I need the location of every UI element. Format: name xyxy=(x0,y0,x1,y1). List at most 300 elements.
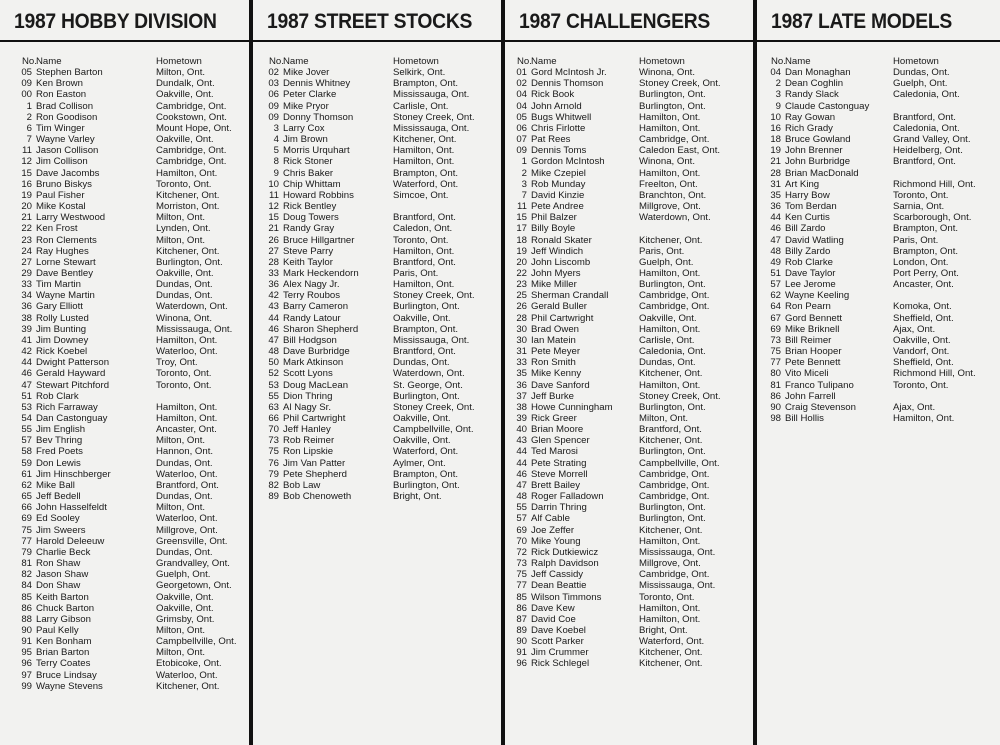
car-number: 24 xyxy=(21,245,32,257)
driver-hometown: Sarnia, Ont. xyxy=(893,201,945,213)
table-row xyxy=(505,480,753,491)
driver-hometown: Winona, Ont. xyxy=(639,156,695,168)
driver-hometown: Stoney Creek, Ont. xyxy=(639,390,721,402)
car-number: 18 xyxy=(516,234,527,246)
driver-hometown: Hamilton, Ont. xyxy=(639,613,701,625)
car-number: 67 xyxy=(770,312,781,324)
driver-hometown: Dundas, Ont. xyxy=(156,457,213,469)
table-row xyxy=(757,112,1000,123)
table-row xyxy=(253,67,501,78)
table-row xyxy=(757,346,1000,357)
driver-hometown: Hamilton, Ont. xyxy=(639,323,701,335)
driver-hometown: Waterdown, Ont. xyxy=(393,368,465,380)
driver-hometown: Paris, Ont. xyxy=(639,245,685,257)
car-number: 19 xyxy=(770,145,781,157)
car-number: 73 xyxy=(516,558,527,570)
driver-hometown: Greensville, Ont. xyxy=(156,535,228,547)
driver-hometown: Kitchener, Ont. xyxy=(393,134,457,146)
driver-hometown: Cambridge, Ont. xyxy=(156,145,227,157)
driver-hometown: Richmond Hill, Ont. xyxy=(893,178,976,190)
title-underline xyxy=(505,40,753,42)
table-row xyxy=(253,145,501,156)
car-number: 47 xyxy=(268,334,279,346)
table-row xyxy=(757,190,1000,201)
car-number: 7 xyxy=(521,189,527,201)
driver-name: Keith Barton xyxy=(36,591,89,603)
driver-hometown: Kitchener, Ont. xyxy=(156,189,220,201)
driver-hometown: Komoka, Ont. xyxy=(893,301,952,313)
driver-hometown: Waterloo, Ont. xyxy=(156,669,218,681)
driver-hometown: London, Ont. xyxy=(893,256,949,268)
table-row xyxy=(253,112,501,123)
driver-name: Jim Van Patter xyxy=(283,457,346,469)
table-row xyxy=(505,357,753,368)
car-number: 09 xyxy=(268,100,279,112)
driver-name: John Hasselfeldt xyxy=(36,502,107,514)
driver-name: Ron Shaw xyxy=(36,558,81,570)
driver-name: Barry Cameron xyxy=(283,301,349,313)
car-number: 96 xyxy=(516,658,527,670)
driver-hometown: Winona, Ont. xyxy=(156,312,212,324)
table-row xyxy=(505,313,753,324)
table-row xyxy=(0,89,249,100)
driver-name: Randy Gray xyxy=(283,223,335,235)
driver-hometown: Dundas, Ont. xyxy=(893,67,950,79)
table-row xyxy=(757,89,1000,100)
table-row xyxy=(757,357,1000,368)
car-number: 36 xyxy=(268,279,279,291)
table-row xyxy=(0,424,249,435)
table-row xyxy=(757,212,1000,223)
driver-name: Al Nagy Sr. xyxy=(283,401,331,413)
table-row xyxy=(0,346,249,357)
driver-name: David Coe xyxy=(531,613,576,625)
driver-name: Rob Clark xyxy=(36,390,79,402)
car-number: 10 xyxy=(268,178,279,190)
driver-hometown: Campbellville, Ont. xyxy=(156,636,237,648)
driver-name: Scott Parker xyxy=(531,636,584,648)
driver-name: Fred Poets xyxy=(36,446,83,458)
section-title: 1987 LATE MODELS xyxy=(771,10,952,33)
driver-hometown: Carlisle, Ont. xyxy=(639,334,695,346)
car-number: 23 xyxy=(516,279,527,291)
car-number: 19 xyxy=(21,189,32,201)
table-row xyxy=(757,313,1000,324)
driver-name: John Burbridge xyxy=(785,156,851,168)
car-number: 27 xyxy=(268,245,279,257)
driver-name: Ted Marosi xyxy=(531,446,578,458)
driver-name: Bill Reimer xyxy=(785,334,832,346)
table-row xyxy=(0,536,249,547)
driver-hometown: Hamilton, Ont. xyxy=(156,401,218,413)
table-row xyxy=(253,346,501,357)
car-number: 04 xyxy=(516,100,527,112)
driver-name: Charlie Beck xyxy=(36,546,91,558)
car-number: 16 xyxy=(21,178,32,190)
driver-hometown: Milton, Ont. xyxy=(156,647,206,659)
driver-hometown: Brantford, Ont. xyxy=(393,346,456,358)
table-row xyxy=(253,123,501,134)
driver-hometown: Winona, Ont. xyxy=(639,67,695,79)
table-row xyxy=(505,112,753,123)
car-number: 30 xyxy=(516,323,527,335)
driver-hometown: Paris, Ont. xyxy=(893,234,939,246)
car-number: 53 xyxy=(21,401,32,413)
driver-name: Jason Shaw xyxy=(36,569,89,581)
car-number: 90 xyxy=(21,624,32,636)
driver-name: Bruce Hillgartner xyxy=(283,234,355,246)
car-number: 75 xyxy=(268,446,279,458)
table-row xyxy=(0,223,249,234)
table-row xyxy=(757,134,1000,145)
driver-name: Chris Firlotte xyxy=(531,122,586,134)
driver-hometown: Millgrove, Ont. xyxy=(639,558,701,570)
driver-name: Brian MacDonald xyxy=(785,167,859,179)
driver-name: Bruce Lindsay xyxy=(36,669,97,681)
car-number: 79 xyxy=(268,468,279,480)
driver-hometown: Paris, Ont. xyxy=(393,267,439,279)
car-number: 80 xyxy=(770,368,781,380)
table-row xyxy=(0,625,249,636)
car-number: 82 xyxy=(21,569,32,581)
driver-name: Pete Shepherd xyxy=(283,468,348,480)
driver-name: Bill Hollis xyxy=(785,413,824,424)
driver-name: Scott Lyons xyxy=(283,368,333,380)
driver-hometown: Milton, Ont. xyxy=(639,413,689,424)
driver-name: Brad Collison xyxy=(36,100,94,112)
car-number: 28 xyxy=(268,256,279,268)
driver-name: Dean Beattie xyxy=(531,580,587,592)
table-row xyxy=(0,324,249,335)
driver-hometown: Aylmer, Ont. xyxy=(393,457,446,469)
car-number: 09 xyxy=(21,78,32,90)
table-row xyxy=(0,301,249,312)
driver-hometown: Oakville, Ont. xyxy=(393,413,451,424)
driver-name: Peter Clarke xyxy=(283,89,337,101)
driver-name: Harold Deleeuw xyxy=(36,535,105,547)
car-number: 98 xyxy=(770,413,781,424)
driver-name: Jeff Bedell xyxy=(36,491,81,503)
car-number: 62 xyxy=(21,479,32,491)
driver-name: Brad Owen xyxy=(531,323,579,335)
car-number: 5 xyxy=(273,145,279,157)
table-row xyxy=(0,67,249,78)
table-row xyxy=(253,324,501,335)
table-row xyxy=(253,246,501,257)
car-number: 61 xyxy=(21,468,32,480)
driver-hometown: Ajax, Ont. xyxy=(893,401,936,413)
table-row xyxy=(505,268,753,279)
car-number: 55 xyxy=(268,390,279,402)
table-row xyxy=(0,156,249,167)
driver-hometown: Hamilton, Ont. xyxy=(393,156,455,168)
car-number: 44 xyxy=(21,357,32,369)
car-number: 33 xyxy=(516,357,527,369)
driver-hometown: Brantford, Ont. xyxy=(156,479,219,491)
driver-name: Ron Pearn xyxy=(785,301,831,313)
car-number: 62 xyxy=(770,290,781,302)
table-row xyxy=(505,458,753,469)
section-late-models xyxy=(757,0,1000,745)
driver-name: Rich Farraway xyxy=(36,401,98,413)
driver-name: Tom Berdan xyxy=(785,201,837,213)
driver-name: Dave Burbridge xyxy=(283,346,350,358)
driver-name: Mike Kenny xyxy=(531,368,582,380)
car-number: 05 xyxy=(516,111,527,123)
driver-hometown: Campbellville, Ont. xyxy=(393,424,474,436)
table-row xyxy=(505,89,753,100)
driver-hometown: Kitchener, Ont. xyxy=(639,658,703,670)
table-row xyxy=(505,658,753,669)
table-row xyxy=(505,134,753,145)
car-number: 43 xyxy=(268,301,279,313)
table-row xyxy=(0,190,249,201)
table-row xyxy=(253,190,501,201)
car-number: 27 xyxy=(21,256,32,268)
car-number: 82 xyxy=(268,479,279,491)
table-row xyxy=(505,368,753,379)
car-number: 26 xyxy=(516,301,527,313)
driver-name: Pete Bennett xyxy=(785,357,841,369)
car-number: 36 xyxy=(21,301,32,313)
table-header-row xyxy=(757,56,1000,67)
driver-hometown: Milton, Ont. xyxy=(156,624,206,636)
table-row xyxy=(505,625,753,636)
driver-hometown: Kitchener, Ont. xyxy=(639,647,703,659)
table-row xyxy=(0,268,249,279)
driver-hometown: Cookstown, Ont. xyxy=(156,111,227,123)
car-number: 81 xyxy=(770,379,781,391)
table-row xyxy=(0,179,249,190)
table-row xyxy=(0,614,249,625)
car-number: 09 xyxy=(516,145,527,157)
title-underline xyxy=(757,40,1000,42)
driver-name: Claude Castonguay xyxy=(785,100,870,112)
car-number: 49 xyxy=(770,256,781,268)
driver-hometown: Toronto, Ont. xyxy=(393,234,449,246)
driver-name: John Farrell xyxy=(785,390,836,402)
table-row xyxy=(0,658,249,669)
driver-hometown: Cambridge, Ont. xyxy=(639,468,710,480)
car-number: 77 xyxy=(21,535,32,547)
driver-name: Larry Cox xyxy=(283,122,325,134)
table-row xyxy=(505,592,753,603)
car-number: 77 xyxy=(516,580,527,592)
table-row xyxy=(253,235,501,246)
driver-name: Howard Robbins xyxy=(283,189,354,201)
driver-name: Mike Czepiel xyxy=(531,167,586,179)
driver-hometown: Mississauga, Ont. xyxy=(393,334,470,346)
driver-name: Gord McIntosh Jr. xyxy=(531,67,607,79)
driver-hometown: Burlington, Ont. xyxy=(393,479,460,491)
driver-hometown: Oakville, Ont. xyxy=(156,602,214,614)
driver-hometown: Guelph, Ont. xyxy=(893,78,948,90)
driver-hometown: Waterford, Ont. xyxy=(639,636,705,648)
table-row xyxy=(253,301,501,312)
table-row xyxy=(253,168,501,179)
table-row xyxy=(253,78,501,89)
car-number: 19 xyxy=(516,245,527,257)
driver-hometown: Sheffield, Ont. xyxy=(893,312,954,324)
table-row xyxy=(253,89,501,100)
car-number: 02 xyxy=(516,78,527,90)
car-number: 46 xyxy=(516,468,527,480)
table-row xyxy=(0,212,249,223)
driver-name: Brian Hooper xyxy=(785,346,842,358)
driver-name: David Watling xyxy=(785,234,844,246)
table-row xyxy=(253,279,501,290)
driver-hometown: Millgrove, Ont. xyxy=(156,524,218,536)
car-number: 04 xyxy=(770,67,781,79)
driver-hometown: Caledonia, Ont. xyxy=(639,346,706,358)
table-row xyxy=(505,391,753,402)
driver-hometown: Toronto, Ont. xyxy=(156,178,212,190)
driver-name: Stephen Barton xyxy=(36,67,103,79)
driver-name: Rob Clarke xyxy=(785,256,833,268)
driver-hometown: Waterloo, Ont. xyxy=(156,346,218,358)
driver-name: Pete Strating xyxy=(531,457,587,469)
header-hometown: Hometown xyxy=(893,56,939,67)
car-number: 81 xyxy=(21,558,32,570)
car-number: 16 xyxy=(770,122,781,134)
car-number: 00 xyxy=(21,89,32,101)
driver-hometown: Oakville, Ont. xyxy=(156,89,214,101)
table-row xyxy=(0,647,249,658)
driver-name: Doug MacLean xyxy=(283,379,349,391)
table-row xyxy=(505,290,753,301)
car-number: 6 xyxy=(26,122,32,134)
car-number: 35 xyxy=(516,368,527,380)
driver-name: Rick Bentley xyxy=(283,201,337,213)
car-number: 33 xyxy=(268,267,279,279)
driver-name: Ron Smith xyxy=(531,357,576,369)
car-number: 50 xyxy=(268,357,279,369)
table-row xyxy=(253,313,501,324)
driver-hometown: Hamilton, Ont. xyxy=(639,122,701,134)
table-row xyxy=(505,78,753,89)
driver-name: Dennis Toms xyxy=(531,145,587,157)
driver-hometown: Hamilton, Ont. xyxy=(893,413,955,424)
table-row xyxy=(505,67,753,78)
driver-name: Ian Matein xyxy=(531,334,576,346)
driver-name: Paul Kelly xyxy=(36,624,79,636)
driver-hometown: Oakville, Ont. xyxy=(156,134,214,146)
driver-name: Ken Bonham xyxy=(36,636,92,648)
driver-hometown: Oakville, Ont. xyxy=(393,312,451,324)
header-name: Name xyxy=(531,56,557,67)
car-number: 40 xyxy=(516,424,527,436)
car-number: 44 xyxy=(268,312,279,324)
table-row xyxy=(505,491,753,502)
driver-hometown: Toronto, Ont. xyxy=(156,379,212,391)
roster-table xyxy=(757,56,1000,424)
driver-name: Glen Spencer xyxy=(531,435,590,447)
table-row xyxy=(505,246,753,257)
car-number: 34 xyxy=(21,290,32,302)
table-row xyxy=(253,480,501,491)
table-row xyxy=(0,569,249,580)
driver-name: Ralph Davidson xyxy=(531,558,599,570)
table-row xyxy=(253,101,501,112)
driver-hometown: Dundas, Ont. xyxy=(156,279,213,291)
driver-name: Dwight Patterson xyxy=(36,357,110,369)
car-number: 69 xyxy=(516,524,527,536)
driver-name: Bob Law xyxy=(283,479,321,491)
car-number: 86 xyxy=(21,602,32,614)
table-row xyxy=(505,168,753,179)
car-number: 66 xyxy=(21,502,32,514)
car-number: 21 xyxy=(21,212,32,224)
driver-hometown: Richmond Hill, Ont. xyxy=(893,368,976,380)
table-row xyxy=(505,380,753,391)
driver-hometown: Mississauga, Ont. xyxy=(393,89,470,101)
driver-hometown: Kitchener, Ont. xyxy=(156,680,220,692)
driver-name: Ed Sooley xyxy=(36,513,80,525)
driver-hometown: Cambridge, Ont. xyxy=(639,301,710,313)
driver-hometown: Hamilton, Ont. xyxy=(639,267,701,279)
driver-name: Sherman Crandall xyxy=(531,290,609,302)
table-row xyxy=(505,614,753,625)
driver-name: Gerald Buller xyxy=(531,301,587,313)
car-number: 20 xyxy=(21,201,32,213)
car-number: 91 xyxy=(516,647,527,659)
driver-name: Bill Zardo xyxy=(785,223,826,235)
table-row xyxy=(253,212,501,223)
car-number: 75 xyxy=(770,346,781,358)
driver-name: Dave Koebel xyxy=(531,624,586,636)
driver-name: Jim English xyxy=(36,424,86,436)
table-row xyxy=(505,469,753,480)
car-number: 42 xyxy=(268,290,279,302)
driver-name: Jeff Cassidy xyxy=(531,569,584,581)
driver-hometown: Brampton, Ont. xyxy=(893,245,959,257)
driver-hometown: Mississauga, Ont. xyxy=(639,546,716,558)
header-hometown: Hometown xyxy=(393,56,439,67)
driver-hometown: Caledonia, Ont. xyxy=(893,122,960,134)
table-row xyxy=(505,424,753,435)
driver-name: Ken Curtis xyxy=(785,212,830,224)
car-number: 25 xyxy=(516,290,527,302)
table-row xyxy=(0,257,249,268)
car-number: 76 xyxy=(268,457,279,469)
table-row xyxy=(757,380,1000,391)
roster-table xyxy=(0,56,249,692)
car-number: 63 xyxy=(268,401,279,413)
table-row xyxy=(253,424,501,435)
driver-name: Mike Pryor xyxy=(283,100,329,112)
car-number: 47 xyxy=(21,379,32,391)
driver-hometown: Burlington, Ont. xyxy=(639,279,706,291)
driver-hometown: Hamilton, Ont. xyxy=(639,535,701,547)
driver-name: Tim Winger xyxy=(36,122,85,134)
car-number: 90 xyxy=(770,401,781,413)
table-row xyxy=(0,413,249,424)
car-number: 44 xyxy=(770,212,781,224)
driver-hometown: Oakville, Ont. xyxy=(156,267,214,279)
driver-name: Sharon Shepherd xyxy=(283,323,359,335)
table-row xyxy=(505,525,753,536)
car-number: 48 xyxy=(770,245,781,257)
driver-hometown: Lynden, Ont. xyxy=(156,223,211,235)
car-number: 54 xyxy=(21,413,32,424)
section-hobby-division xyxy=(0,0,253,745)
driver-name: Ray Hughes xyxy=(36,245,89,257)
car-number: 15 xyxy=(21,167,32,179)
driver-hometown: Cambridge, Ont. xyxy=(156,100,227,112)
driver-hometown: Stoney Creek, Ont. xyxy=(639,78,721,90)
driver-hometown: Caledonia, Ont. xyxy=(893,89,960,101)
driver-hometown: Mississauga, Ont. xyxy=(156,323,233,335)
